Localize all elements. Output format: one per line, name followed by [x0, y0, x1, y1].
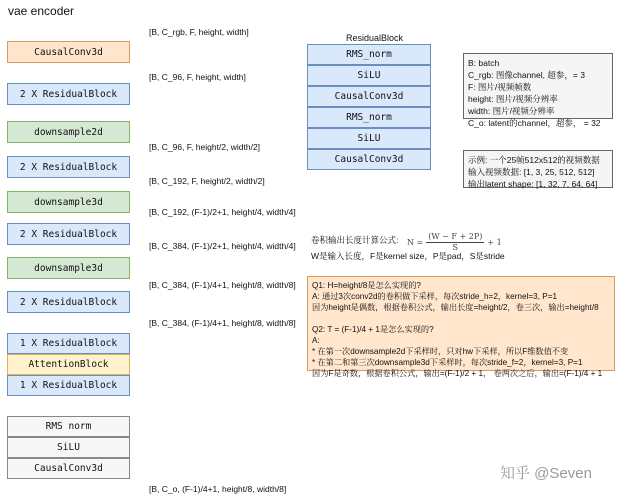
encoder-block-downsample2d: downsample2d: [7, 121, 130, 143]
encoder-block-residual-1: 2 X ResidualBlock: [7, 83, 130, 105]
encoder-block-downsample3d-1: downsample3d: [7, 191, 130, 213]
encoder-block-residual-mid-1: 1 X ResidualBlock: [7, 333, 130, 354]
example-line: 示例: 一个25帧512x512的视频数据: [468, 155, 600, 165]
shape-label-after-residual-3: [B, C_384, (F-1)/2+1, height/4, width/4]: [149, 241, 296, 251]
qa-line: * 在第一次downsample2d下采样时，只对hw下采样，所以F维数值不变: [312, 347, 569, 356]
encoder-block-downsample3d-2: downsample3d: [7, 257, 130, 279]
qa-line: Q2: T = (F-1)/4 + 1是怎么实现的?: [312, 325, 434, 334]
shape-label-after-residual-2: [B, C_192, F, height/2, width/2]: [149, 176, 265, 186]
residual-layer-silu-2: SiLU: [307, 128, 431, 149]
shape-label-after-downsample3d-1: [B, C_192, (F-1)/2+1, height/4, width/4]: [149, 207, 296, 217]
example-line: 输出latent shape: [1, 32, 7, 64, 64]: [468, 179, 598, 189]
example-line: 输入视频数据: [1, 3, 25, 512, 512]: [468, 167, 595, 177]
formula-description: W是输入长度，F是kernel size，P是pad，S是stride: [311, 251, 505, 261]
encoder-block-silu: SiLU: [7, 437, 130, 458]
legend-line: width: 图片/视频分辨率: [468, 106, 555, 116]
residual-layer-rms-norm-2: RMS_norm: [307, 107, 431, 128]
diagram-title: vae encoder: [8, 4, 75, 18]
encoder-block-attention: AttentionBlock: [7, 354, 130, 375]
qa-line: [312, 313, 610, 324]
residual-layer-causalconv3d-2: CausalConv3d: [307, 149, 431, 170]
watermark: 知乎 @Seven: [500, 465, 592, 482]
formula-denominator: S: [452, 243, 459, 252]
qa-line: 因为height是偶数，根据卷积公式，输出长度=height/2，卷三次，输出=height/8: [312, 303, 599, 312]
encoder-block-residual-mid-2: 1 X ResidualBlock: [7, 375, 130, 396]
formula-lhs: N =: [407, 238, 424, 247]
legend-line: height: 图片/视频分辨率: [468, 94, 558, 104]
residual-layer-rms-norm-1: RMS_norm: [307, 44, 431, 65]
shape-label-after-downsample2d: [B, C_96, F, height/2, width/2]: [149, 142, 261, 152]
encoder-block-residual-2: 2 X ResidualBlock: [7, 156, 130, 178]
formula-tail: + 1: [487, 238, 502, 247]
qa-line: 因为F是奇数，根据卷积公式，输出=(F-1)/2 + 1， 卷两次之后，输出=(F-1)/4 + 1: [312, 369, 603, 378]
qa-line: Q1: H=height/8是怎么实现的?: [312, 281, 421, 290]
shape-label-after-downsample3d-2: [B, C_384, (F-1)/4+1, height/8, width/8]: [149, 280, 296, 290]
legend-line: B: batch: [468, 58, 500, 68]
legend-note: [463, 53, 613, 128]
shape-label-output: [B, C_o, (F-1)/4+1, height/8, width/8]: [149, 484, 287, 494]
example-note: [463, 150, 613, 188]
qa-line: A:: [312, 336, 320, 345]
shape-label-after-conv-in: [B, C_96, F, height, width]: [149, 72, 246, 82]
residual-layer-silu-1: SiLU: [307, 65, 431, 86]
formula-label: 卷积输出长度计算公式:: [311, 235, 399, 245]
encoder-block-causalconv3d-out: CausalConv3d: [7, 458, 130, 479]
formula-numerator: (W − F + 2P): [428, 232, 483, 241]
qa-line: A: 通过3次conv2d的卷积做下采样，每次stride_h=2，kernel=3, P=1: [312, 292, 558, 301]
residual-block-title: ResidualBlock: [346, 33, 404, 43]
encoder-block-residual-3: 2 X ResidualBlock: [7, 223, 130, 245]
qa-line: * 在第二和第三次downsample3d下采样时，每次stride_f=2，kernel=3, P=1: [312, 358, 583, 367]
legend-line: C_o: latent的channel，超参， = 32: [468, 118, 601, 128]
encoder-block-residual-4: 2 X ResidualBlock: [7, 291, 130, 313]
shape-label-input: [B, C_rgb, F, height, width]: [149, 27, 249, 37]
legend-line: C_rgb: 图像channel, 超参，= 3: [468, 70, 585, 80]
qa-note: [307, 276, 615, 378]
residual-layer-causalconv3d-1: CausalConv3d: [307, 86, 431, 107]
encoder-block-rms-norm: RMS norm: [7, 416, 130, 437]
encoder-block-causalconv3d-in: CausalConv3d: [7, 41, 130, 63]
shape-label-after-residual-4: [B, C_384, (F-1)/4+1, height/8, width/8]: [149, 318, 296, 328]
legend-line: F: 图片/视频帧数: [468, 82, 532, 92]
